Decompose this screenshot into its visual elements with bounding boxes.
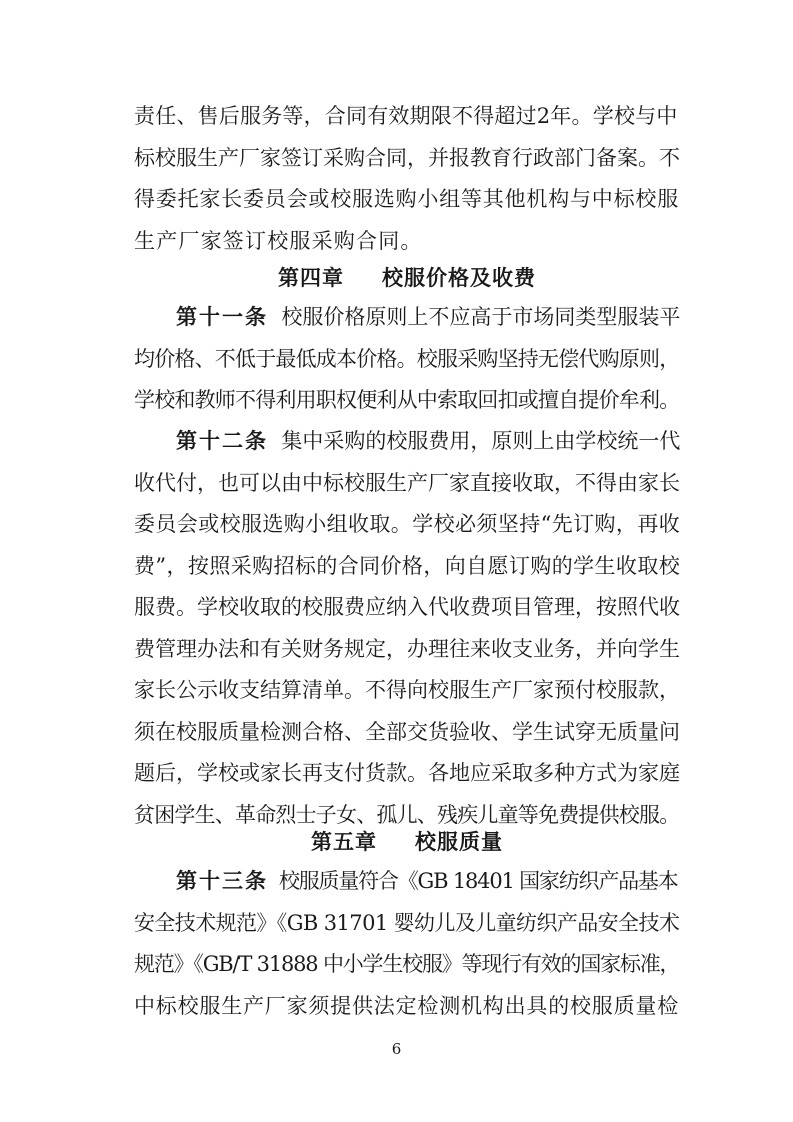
text-line: 贫困学生、革命烈士子女、孤儿、残疾儿童等免费提供校服。 <box>134 802 680 827</box>
article-text: 校服价格原则上不应高于市场同类型服装平 <box>281 305 681 329</box>
article-number: 第十三条 <box>176 869 268 893</box>
chapter-heading <box>134 826 680 856</box>
article-12 <box>134 421 680 836</box>
text-line: 均价格、不低于最低成本价格。校服采购坚持无偿代购原则， <box>134 346 680 371</box>
text-line <box>134 861 680 903</box>
text-line: 责任、售后服务等，合同有效期限不得超过2年。学校与中 <box>134 104 678 128</box>
text-line: 中标校服生产厂家须提供法定检测机构出具的校服质量检 <box>134 993 679 1018</box>
text-line: 收代付，也可以由中标校服生产厂家直接收取，不得由家长 <box>134 470 680 495</box>
text-line: 服费。学校收取的校服费应纳入代收费项目管理，按照代收 <box>134 595 680 619</box>
intro-paragraph <box>134 96 680 262</box>
page-number: 6 <box>391 1040 402 1058</box>
chapter-title: 校服价格及收费 <box>382 266 536 290</box>
chapter-heading <box>134 262 680 292</box>
text-line: 费”，按照采购招标的合同价格，向自愿订购的学生收取校 <box>134 553 681 578</box>
chapter-title: 校服质量 <box>415 830 503 854</box>
article-11 <box>134 297 680 422</box>
article-number: 第十一条 <box>176 305 268 329</box>
text-line <box>134 421 680 463</box>
article-number: 第十二条 <box>176 429 268 453</box>
chapter-number: 第四章 <box>278 266 344 290</box>
article-13 <box>134 861 680 1027</box>
text-line: 题后，学校或家长再支付货款。各地应采取多种方式为家庭 <box>134 761 680 785</box>
article-text: 集中采购的校服费用，原则上由学校统一代 <box>281 429 681 453</box>
text-line: 费管理办法和有关财务规定，办理往来收支业务，并向学生 <box>134 636 680 661</box>
text-line: 须在校服质量检测合格、全部交货验收、学生试穿无质量问 <box>134 719 680 744</box>
text-line <box>134 297 680 339</box>
text-line: 委员会或校服选购小组收取。学校必须坚持“先订购，再收 <box>134 512 681 536</box>
text-line: 家长公示收支结算清单。不得向校服生产厂家预付校服款， <box>134 678 680 702</box>
text-line: 安全技术规范》《GB 31701 婴幼儿及儿童纺织产品安全技术 <box>134 910 680 935</box>
text-line: 得委托家长委员会或校服选购小组等其他机构与中标校服 <box>134 187 679 211</box>
text-line: 学校和教师不得利用职权便利从中索取回扣或擅自提价牟利。 <box>134 388 680 412</box>
text-line: 生产厂家签订校服采购合同。 <box>134 228 423 253</box>
text-line: 标校服生产厂家签订采购合同，并报教育行政部门备案。不 <box>134 145 680 170</box>
article-text: 校服质量符合《GB 18401 国家纺织产品基本 <box>278 869 678 893</box>
text-line: 规范》《GB/T 31888 中小学生校服》等现行有效的国家标准， <box>134 952 680 976</box>
chapter-number: 第五章 <box>311 830 377 854</box>
